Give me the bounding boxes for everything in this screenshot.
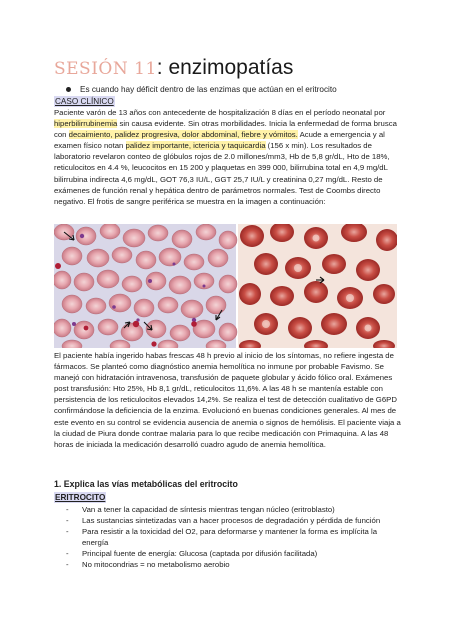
list-item-text: Las sustancias sintetizadas van a hacer procesos de degradación y pérdida de función — [82, 516, 381, 526]
smear-image-right — [238, 224, 397, 348]
session-title — [54, 56, 293, 81]
list-item — [66, 548, 402, 559]
list-item-text: Principal fuente de energía: Glucosa (captada por difusión facilitada) — [82, 549, 318, 559]
list-item-text: No mitocondrias = no metabolismo aerobio — [82, 560, 230, 570]
dash-bullet-icon: - — [66, 560, 69, 570]
case-text-2: sin causa evidente. Sin otras morbilidades. Inicia la enfermedad de forma brusca con — [54, 119, 397, 140]
definition-bullet — [66, 84, 337, 95]
list-item — [66, 515, 402, 526]
list-item — [66, 526, 402, 548]
dash-bullet-icon: - — [66, 505, 69, 514]
section-heading: 1. Explica las vías metabólicas del eritrocito — [54, 479, 238, 489]
dash-bullet-icon: - — [66, 516, 69, 526]
title-text: enzimopatías — [162, 56, 294, 79]
dash-bullet-icon: - — [66, 549, 69, 559]
outcome-paragraph: El paciente había ingerido habas frescas 48 h previo al inicio de los síntomas, no refiere ingesta de fármacos. Se planteó como diagnóstico anemia hemolítica no inmune por probable Favismo. Se manejó con hidratación intravenosa, transfusión de paquete globular y ácido fólico oral. Exámenes post transfusión: Hto 25%, Hb 8,1 gr/dL, reticulocitos 11,6%. A las 48 h se mantenía estable con persistencia de los reticulocitos elevados 14,2%. Se realiza el test de detección cualitativo de G6PD confirmándose la deficiencia de la enzima. Evolucionó en buenas condiciones generales. Al mes de este evento en su control se evidencia ausencia de anemia o signos de hemólisis. El paciente viaja a la ciudad de Piura donde contrae malaria para lo que recibe medicación con Primaquina. A las 48 horas de iniciada la medicación desarrolló cuadro agudo de anemia hemolítica. — [54, 351, 401, 449]
eritrocito-list — [66, 504, 402, 571]
case-paragraph — [54, 107, 402, 207]
list-item-text: Para resistir a la toxicidad del O2, para deformarse y mantener la forma es implícita la energía — [82, 527, 378, 548]
case-text-1: Paciente varón de 13 años con antecedente de hospitalización 8 días en el período neonatal por — [54, 108, 386, 117]
smear-image-left — [54, 224, 237, 348]
case-text-3: Acude a emergencia y al examen físico notan — [54, 130, 385, 151]
subheading-eritrocito: ERITROCITO — [55, 493, 106, 502]
case-highlight-2: decaimiento, palidez progresiva, dolor abdominal, fiebre y vómitos. — [68, 130, 298, 140]
title-separator: : — [156, 56, 163, 79]
session-label: SESIÓN 11 — [54, 59, 157, 79]
case-text-4: (156 x min). Los resultados de laboratorio revelaron conteo de glóbulos rojos de 2.0 millones/mm3, Hb de 5,8 gr/dL, Hto de 18%, reticulocitos en 4.4 %, leucocitos en 15 200 y plaquetas en 399 000, bilirrubina total en 4,9 mg/dL bilirrubina indirecta 4,6 mg/dL, GOT 76,3 IU/L, GGT 25,7 IU/L y creatinina 0,27 mg/dL. Resto de exámenes de función renal y hepática dentro de parámetros normales. Test de Coombs directo negativo. El frotis de sangre periférica se muestra en la imagen a continuación: — [54, 141, 390, 206]
dash-bullet-icon: - — [66, 527, 69, 537]
case-highlight-3: palidez importante, ictericia y taquicardia — [125, 141, 266, 151]
definition-text: Es cuando hay déficit dentro de las enzimas que actúan en el eritrocito — [80, 85, 337, 94]
list-item-text: Van a tener la capacidad de síntesis mientras tengan núcleo (eritroblasto) — [82, 505, 335, 514]
list-item — [66, 504, 402, 515]
blood-smear-figure — [54, 224, 397, 348]
case-highlight-1: hiperbilirrubinemia — [54, 119, 118, 129]
case-title: CASO CLÍNICO — [55, 97, 114, 106]
list-item — [66, 559, 402, 570]
bullet-dot-icon — [66, 87, 71, 92]
